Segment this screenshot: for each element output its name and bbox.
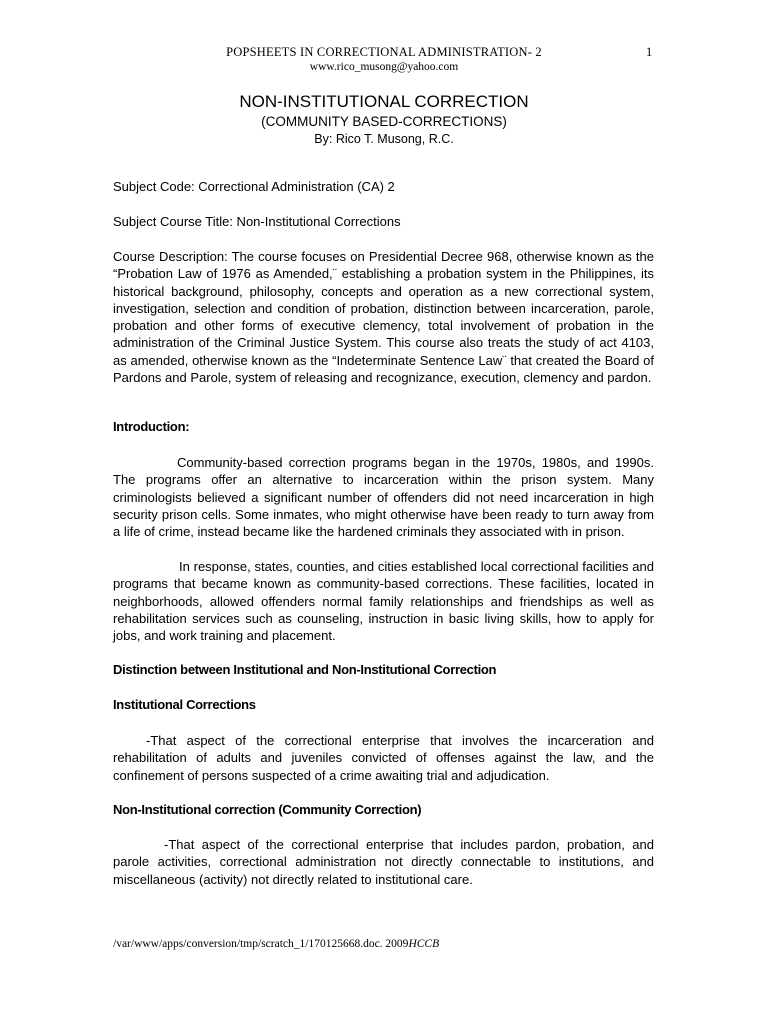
header-email: www.rico_musong@yahoo.com: [309, 61, 459, 73]
document-subtitle: (COMMUNITY BASED-CORRECTIONS): [261, 114, 507, 129]
institutional-definition: -That aspect of the correctional enterprise that involves the incarceration and rehabilitation of adults and juveniles convicted of offenses against the law, and the confinement of persons suspected of a crime awaiting trial and adjudication.: [113, 733, 654, 783]
non-institutional-heading: Non-Institutional correction (Community Correction): [113, 802, 422, 817]
distinction-heading: Distinction between Institutional and Non-Institutional Correction: [113, 662, 497, 677]
introduction-paragraph-1: Community-based correction programs began in the 1970s, 1980s, and 1990s. The programs offer an alternative to incarceration within the prison system. Many criminologists believed a significant number of offenders did not need incarceration in high security prison cells. Some inmates, who might otherwise have been ready to turn away from a life of crime, instead became like the hardened criminals they associated with in prison.: [113, 455, 654, 540]
course-description: Course Description: The course focuses on Presidential Decree 968, otherwise known as the “Probation Law of 1976 as Amended,¨ establishing a probation system in the Philippines, its historical background, philosophy, concepts and operation as a new correctional system, investigation, selection and condition of probation, distinction between incarceration, parole, probation and other forms of executive clemency, total involvement of probation in the administration of the Criminal Justice System. This course also treats the study of act 4103, as amended, otherwise known as the “Indeterminate Sentence Law¨ that created the Board of Pardons and Parole, system of releasing and recognizance, execution, clemency and pardon.: [113, 249, 654, 386]
footer-path-text: /var/www/apps/conversion/tmp/scratch_1/170125668.doc. 2009: [113, 938, 409, 950]
footer-file-path: [113, 938, 439, 950]
document-title: NON-INSTITUTIONAL CORRECTION: [239, 92, 529, 111]
institutional-heading: Institutional Corrections: [113, 697, 256, 712]
subject-course-title: Subject Course Title: Non-Institutional Corrections: [113, 214, 401, 229]
document-author: By: Rico T. Musong, R.C.: [314, 132, 454, 146]
introduction-heading: Introduction:: [113, 419, 190, 434]
introduction-paragraph-2: In response, states, counties, and cities established local correctional facilities and programs that became known as community-based corrections. These facilities, located in neighborhoods, allowed offenders normal family relationships and friendships as well as rehabilitation services such as counseling, instruction in basic living skills, how to apply for jobs, and work training and placement.: [113, 559, 654, 644]
subject-code: Subject Code: Correctional Administration (CA) 2: [113, 179, 395, 194]
running-header-title: POPSHEETS IN CORRECTIONAL ADMINISTRATION- 2: [226, 45, 542, 59]
page-number: 1: [646, 45, 653, 59]
footer-tag: HCCB: [408, 938, 440, 950]
non-institutional-definition: -That aspect of the correctional enterprise that includes pardon, probation, and parole activities, correctional administration not directly connectable to institutions, and miscellaneous (activity) not directly related to institutional care.: [113, 837, 654, 887]
